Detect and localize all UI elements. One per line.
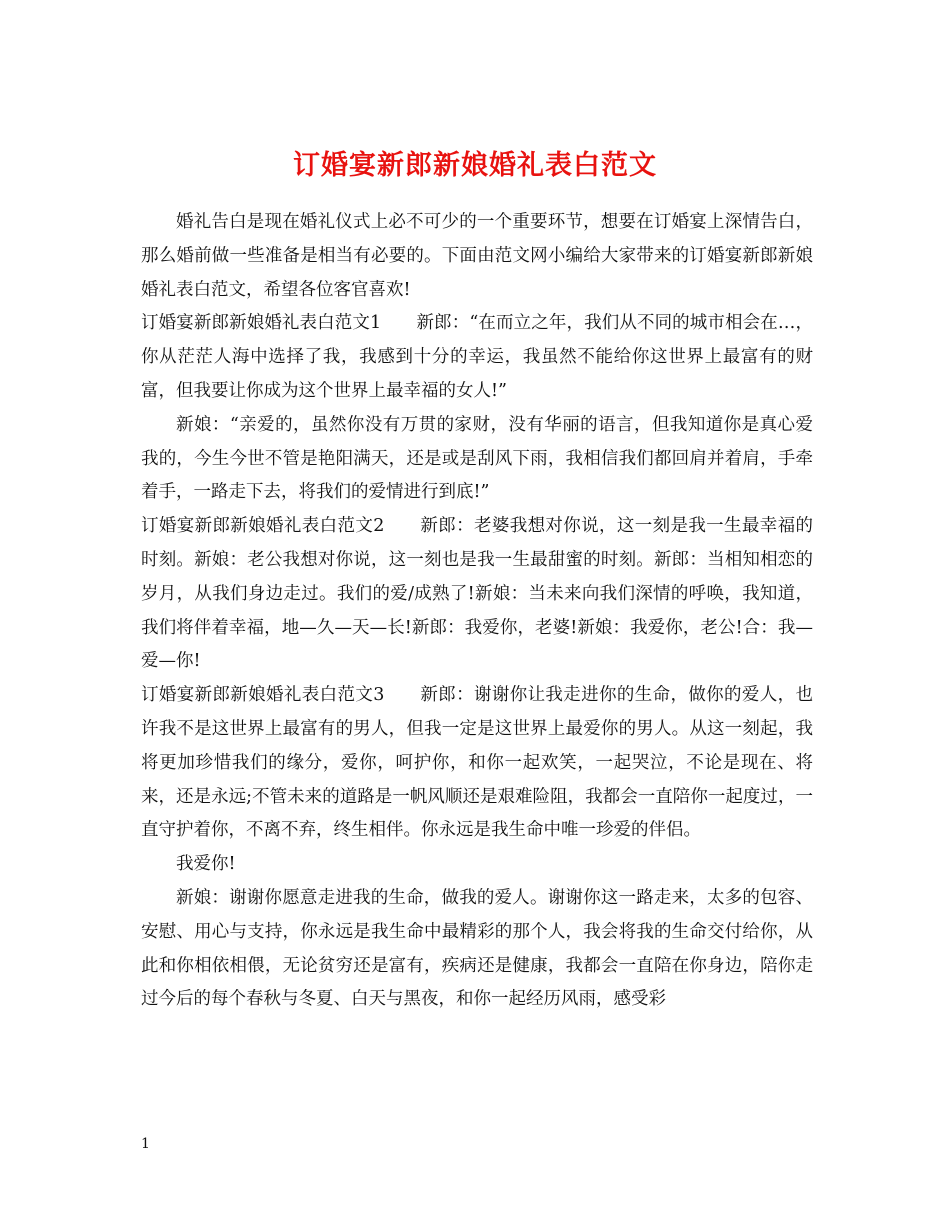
document-body	[141, 206, 813, 1017]
paragraph-sample-3-bride: 新娘：谢谢你愿意走进我的生命，做我的爱人。谢谢你这一路走来，太多的包容、安慰、用心与支持，你永远是我生命中最精彩的那个人，我会将我的生命交付给你，从此和你相依相偎，无论贫穷还是富有，疾病还是健康，我都会一直陪在你身边，陪你走过今后的每个春秋与冬夏、白天与黑夜，和你一起经历风雨，感受彩	[141, 887, 813, 1010]
paragraph-intro: 婚礼告白是现在婚礼仪式上必不可少的一个重要环节，想要在订婚宴上深情告白，那么婚前做一些准备是相当有必要的。下面由范文网小编给大家带来的订婚宴新郎新娘婚礼表白范文，希望各位客官喜欢!	[141, 212, 813, 300]
page-number: 1	[141, 1136, 150, 1152]
paragraph-sample-1-groom: 订婚宴新郎新娘婚礼表白范文1 新郎：“在而立之年，我们从不同的城市相会在…，你从茫茫人海中选择了我，我感到十分的幸运，我虽然不能给你这世界上最富有的财富，但我要让你成为这个世界上最幸福的女人!”	[141, 313, 813, 401]
paragraph-sample-2: 订婚宴新郎新娘婚礼表白范文2 新郎：老婆我想对你说，这一刻是我一生最幸福的时刻。新娘：老公我想对你说，这一刻也是我一生最甜蜜的时刻。新郎：当相知相恋的岁月，从我们身边走过。我们的爱/成熟了!新娘：当未来向我们深情的呼唤，我知道，我们将伴着幸福，地—久—天—长!新郎：我爱你，老婆!新娘：我爱你，老公!合：我—爱—你!	[141, 516, 813, 672]
paragraph-sample-1-bride: 新娘：“亲爱的，虽然你没有万贯的家财，没有华丽的语言，但我知道你是真心爱我的，今生今世不管是艳阳满天，还是或是刮风下雨，我相信我们都回肩并着肩，手牵着手，一路走下去，将我们的爱情进行到底!”	[141, 414, 813, 503]
document-title: 订婚宴新郎新娘婚礼表白范文	[293, 150, 657, 182]
paragraph-i-love-you: 我爱你!	[176, 854, 236, 875]
paragraph-sample-3-groom: 订婚宴新郎新娘婚礼表白范文3 新郎：谢谢你让我走进你的生命，做你的爱人，也许我不是这世界上最富有的男人，但我一定是这世界上最爱你的男人。从这一刻起，我将更加珍惜我们的缘分，爱你，呵护你，和你一起欢笑，一起哭泣，不论是现在、将来，还是永远;不管未来的道路是一帆风顺还是艰难险阻，我都会一直陪你一起度过，一直守护着你，不离不弃，终生相伴。你永远是我生命中唯一珍爱的伴侣。	[141, 685, 813, 841]
